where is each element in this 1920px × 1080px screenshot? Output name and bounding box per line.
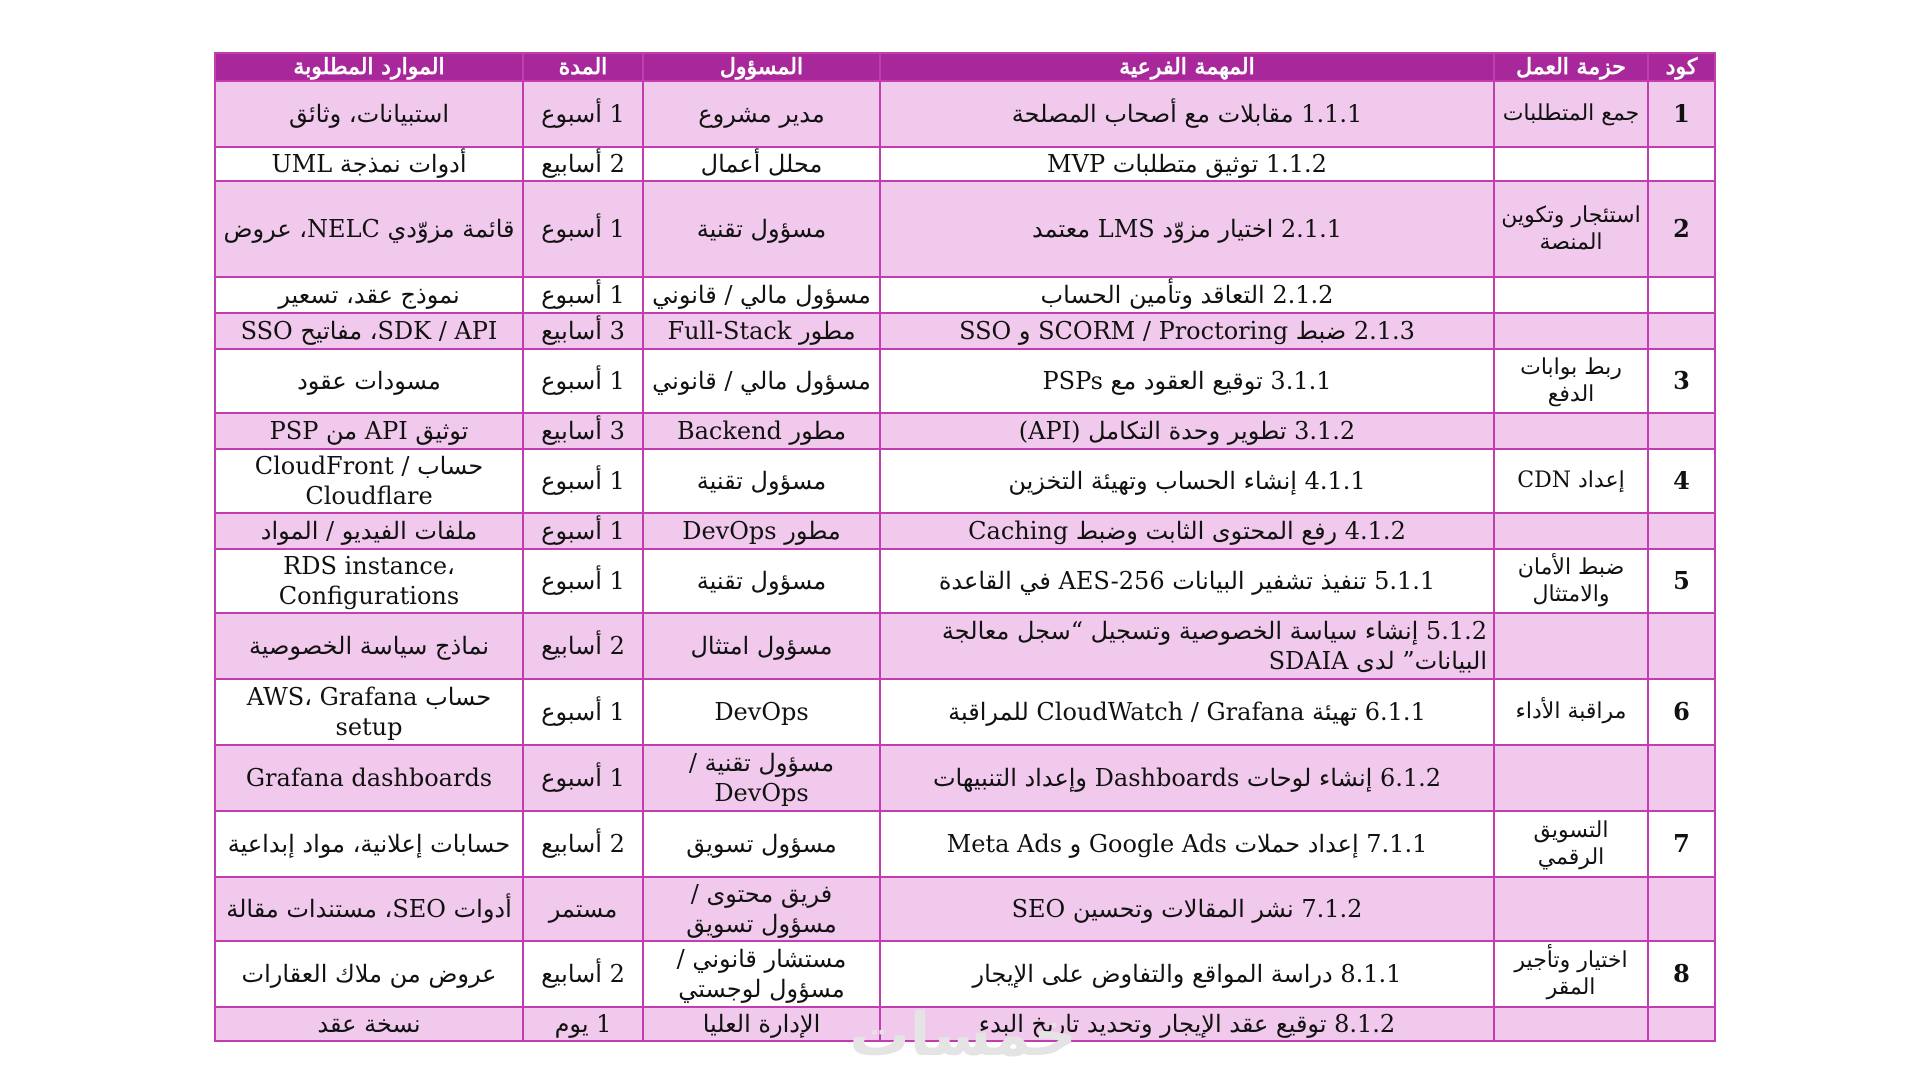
row-code <box>1648 413 1715 449</box>
row-owner: مسؤول امتثال <box>643 613 880 679</box>
row-resources: حسابات إعلانية، مواد إبداعية <box>215 811 523 877</box>
row-package: ضبط الأمان والامتثال <box>1494 549 1648 613</box>
row-subtask: 2.1.1 اختيار مزوّد LMS معتمد <box>880 181 1494 277</box>
header-package: حزمة العمل <box>1494 53 1648 81</box>
table-row <box>215 745 1715 811</box>
row-resources: RDS instance، Configurations <box>215 549 523 613</box>
row-resources: Grafana dashboards <box>215 745 523 811</box>
row-duration: 1 أسبوع <box>523 549 643 613</box>
row-code <box>1648 277 1715 313</box>
row-package: جمع المتطلبات <box>1494 81 1648 147</box>
row-resources: مسودات عقود <box>215 349 523 413</box>
row-resources: عروض من ملاك العقارات <box>215 941 523 1007</box>
table-row <box>215 413 1715 449</box>
row-resources: نموذج عقد، تسعير <box>215 277 523 313</box>
row-subtask: 8.1.1 دراسة المواقع والتفاوض على الإيجار <box>880 941 1494 1007</box>
row-owner: مطور DevOps <box>643 513 880 549</box>
row-subtask: 3.1.2 تطوير وحدة التكامل (API) <box>880 413 1494 449</box>
table-row <box>215 679 1715 745</box>
row-resources: حساب AWS، Grafana setup <box>215 679 523 745</box>
row-subtask: 7.1.2 نشر المقالات وتحسين SEO <box>880 877 1494 941</box>
row-code <box>1648 1007 1715 1041</box>
row-code: 3 <box>1648 349 1715 413</box>
row-owner: فريق محتوى / مسؤول تسويق <box>643 877 880 941</box>
row-owner: مسؤول تقنية / DevOps <box>643 745 880 811</box>
row-code <box>1648 147 1715 181</box>
row-duration: 1 أسبوع <box>523 679 643 745</box>
wbs-table-container <box>214 52 1714 1042</box>
row-duration: 1 أسبوع <box>523 449 643 513</box>
row-subtask: 7.1.1 إعداد حملات Google Ads و Meta Ads <box>880 811 1494 877</box>
row-duration: مستمر <box>523 877 643 941</box>
row-package <box>1494 613 1648 679</box>
row-code <box>1648 745 1715 811</box>
row-package: استئجار وتكوين المنصة <box>1494 181 1648 277</box>
row-package <box>1494 745 1648 811</box>
row-resources: ملفات الفيديو / المواد <box>215 513 523 549</box>
row-package <box>1494 413 1648 449</box>
row-duration: 2 أسابيع <box>523 941 643 1007</box>
row-owner: مسؤول تقنية <box>643 181 880 277</box>
row-code <box>1648 877 1715 941</box>
header-owner: المسؤول <box>643 53 880 81</box>
row-subtask: 4.1.2 رفع المحتوى الثابت وضبط Caching <box>880 513 1494 549</box>
row-owner: مطور Backend <box>643 413 880 449</box>
table-row <box>215 549 1715 613</box>
row-subtask: 8.1.2 توقيع عقد الإيجار وتحديد تاريخ البدء <box>880 1007 1494 1041</box>
row-resources: قائمة مزوّدي NELC، عروض <box>215 181 523 277</box>
table-row <box>215 313 1715 349</box>
row-duration: 2 أسابيع <box>523 613 643 679</box>
table-row <box>215 513 1715 549</box>
row-package <box>1494 147 1648 181</box>
row-code: 5 <box>1648 549 1715 613</box>
table-row <box>215 147 1715 181</box>
row-owner: مسؤول مالي / قانوني <box>643 277 880 313</box>
row-package: إعداد CDN <box>1494 449 1648 513</box>
row-subtask: 1.1.1 مقابلات مع أصحاب المصلحة <box>880 81 1494 147</box>
row-resources: أدوات SEO، مستندات مقالة <box>215 877 523 941</box>
row-subtask: 5.1.2 إنشاء سياسة الخصوصية وتسجيل “سجل معالجة البيانات” لدى SDAIA <box>880 613 1494 679</box>
row-code <box>1648 513 1715 549</box>
table-row <box>215 277 1715 313</box>
row-duration: 2 أسابيع <box>523 147 643 181</box>
table-row <box>215 449 1715 513</box>
row-subtask: 6.1.2 إنشاء لوحات Dashboards وإعداد التنبيهات <box>880 745 1494 811</box>
header-resources: الموارد المطلوبة <box>215 53 523 81</box>
row-duration: 1 أسبوع <box>523 277 643 313</box>
row-owner: مدير مشروع <box>643 81 880 147</box>
row-owner: DevOps <box>643 679 880 745</box>
row-subtask: 3.1.1 توقيع العقود مع PSPs <box>880 349 1494 413</box>
row-resources: SDK / API، مفاتيح SSO <box>215 313 523 349</box>
row-duration: 3 أسابيع <box>523 313 643 349</box>
row-duration: 1 أسبوع <box>523 81 643 147</box>
row-code: 6 <box>1648 679 1715 745</box>
row-resources: توثيق API من PSP <box>215 413 523 449</box>
row-subtask: 4.1.1 إنشاء الحساب وتهيئة التخزين <box>880 449 1494 513</box>
row-resources: أدوات نمذجة UML <box>215 147 523 181</box>
header-code: كود <box>1648 53 1715 81</box>
table-row <box>215 181 1715 277</box>
row-code: 8 <box>1648 941 1715 1007</box>
row-package <box>1494 277 1648 313</box>
row-subtask: 5.1.1 تنفيذ تشفير البيانات AES-256 في القاعدة <box>880 549 1494 613</box>
row-code <box>1648 313 1715 349</box>
row-package: التسويق الرقمي <box>1494 811 1648 877</box>
row-code <box>1648 613 1715 679</box>
row-owner: مطور Full-Stack <box>643 313 880 349</box>
row-code: 4 <box>1648 449 1715 513</box>
row-owner: مستشار قانوني / مسؤول لوجستي <box>643 941 880 1007</box>
row-duration: 3 أسابيع <box>523 413 643 449</box>
row-owner: مسؤول مالي / قانوني <box>643 349 880 413</box>
row-duration: 1 أسبوع <box>523 745 643 811</box>
row-resources: نسخة عقد <box>215 1007 523 1041</box>
row-code: 7 <box>1648 811 1715 877</box>
row-package: مراقبة الأداء <box>1494 679 1648 745</box>
row-package <box>1494 313 1648 349</box>
row-code: 1 <box>1648 81 1715 147</box>
table-row <box>215 1007 1715 1041</box>
table-row <box>215 811 1715 877</box>
row-subtask: 6.1.1 تهيئة CloudWatch / Grafana للمراقبة <box>880 679 1494 745</box>
row-duration: 1 أسبوع <box>523 349 643 413</box>
row-subtask: 2.1.3 ضبط SCORM / Proctoring و SSO <box>880 313 1494 349</box>
row-code: 2 <box>1648 181 1715 277</box>
table-row <box>215 877 1715 941</box>
row-owner: مسؤول تسويق <box>643 811 880 877</box>
header-subtask: المهمة الفرعية <box>880 53 1494 81</box>
row-owner: مسؤول تقنية <box>643 549 880 613</box>
row-duration: 1 أسبوع <box>523 181 643 277</box>
row-duration: 2 أسابيع <box>523 811 643 877</box>
row-owner: محلل أعمال <box>643 147 880 181</box>
table-header <box>215 53 1715 81</box>
row-package: اختيار وتأجير المقر <box>1494 941 1648 1007</box>
row-duration: 1 أسبوع <box>523 513 643 549</box>
row-resources: استبيانات، وثائق <box>215 81 523 147</box>
row-owner: الإدارة العليا <box>643 1007 880 1041</box>
row-subtask: 2.1.2 التعاقد وتأمين الحساب <box>880 277 1494 313</box>
table-row <box>215 349 1715 413</box>
row-package: ربط بوابات الدفع <box>1494 349 1648 413</box>
header-row <box>215 53 1715 81</box>
table-row <box>215 941 1715 1007</box>
header-duration: المدة <box>523 53 643 81</box>
row-duration: 1 يوم <box>523 1007 643 1041</box>
row-resources: حساب CloudFront / Cloudflare <box>215 449 523 513</box>
table-row <box>215 613 1715 679</box>
row-subtask: 1.1.2 توثيق متطلبات MVP <box>880 147 1494 181</box>
row-package <box>1494 1007 1648 1041</box>
watermark-logo: خمسات <box>849 1000 1077 1070</box>
row-package <box>1494 877 1648 941</box>
row-resources: نماذج سياسة الخصوصية <box>215 613 523 679</box>
row-owner: مسؤول تقنية <box>643 449 880 513</box>
table-body <box>215 81 1715 1041</box>
row-package <box>1494 513 1648 549</box>
wbs-table <box>214 52 1716 1042</box>
table-row <box>215 81 1715 147</box>
